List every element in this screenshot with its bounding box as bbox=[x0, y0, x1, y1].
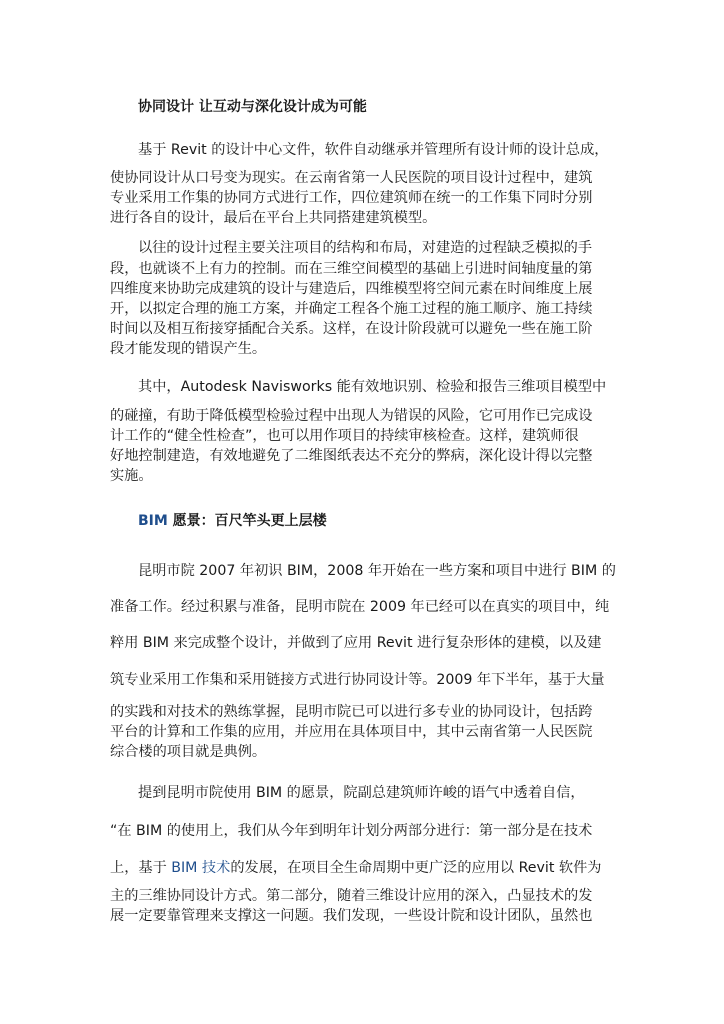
line-prefix: 上，基于 bbox=[110, 860, 172, 876]
paragraph-line: 时间以及相互衔接穿插配合关系。这样，在设计阶段就可以避免一些在施工阶 bbox=[110, 321, 593, 337]
paragraph-line: 展一定要靠管理来支撑这一问题。我们发现，一些设计院和设计团队，虽然也 bbox=[110, 908, 593, 924]
paragraph-line: 实施。 bbox=[110, 468, 153, 484]
paragraph-line: 以往的设计过程主要关注项目的结构和布局，对建造的过程缺乏模拟的手 bbox=[138, 240, 593, 256]
paragraph-line: 进行各自的设计，最后在平台上共同搭建建筑模型。 bbox=[110, 210, 437, 226]
paragraph-line: 综合楼的项目就是典例。 bbox=[110, 744, 267, 760]
paragraph-line: 段才能发现的错误产生。 bbox=[110, 341, 267, 357]
paragraph-line: 筑专业采用工作集和采用链接方式进行协同设计等。2009 年下半年，基于大量 bbox=[110, 672, 605, 688]
paragraph-line: 四维度来协助完成建筑的设计与建造后，四维模型将空间元素在时间维度上展 bbox=[110, 281, 593, 297]
paragraph-line: 粹用 BIM 来完成整个设计，并做到了应用 Revit 进行复杂形体的建模，以及建 bbox=[110, 635, 602, 651]
line-suffix: 的发展，在项目全生命周期中更广泛的应用以 Revit 软件为 bbox=[230, 860, 602, 876]
paragraph-line: 基于 Revit 的设计中心文件，软件自动继承并管理所有设计师的设计总成， bbox=[138, 142, 609, 158]
paragraph-line: 其中，Autodesk Navisworks 能有效地识别、检验和报告三维项目模型中 bbox=[138, 379, 607, 395]
heading-accent-bim: BIM bbox=[138, 513, 168, 529]
paragraph-line: 段，也就谈不上有力的控制。而在三维空间模型的基础上引进时间轴度量的第 bbox=[110, 261, 593, 277]
paragraph-line: 主的三维协同设计方式。第二部分，随着三维设计应用的深入，凸显技术的发 bbox=[110, 888, 593, 904]
paragraph-line: 好地控制建造，有效地避免了二维图纸表达不充分的弊病，深化设计得以完整 bbox=[110, 448, 593, 464]
paragraph-line: 提到昆明市院使用 BIM 的愿景，院副总建筑师许峻的语气中透着自信， bbox=[138, 785, 585, 801]
paragraph-line: 开，以拟定合理的施工方案，并确定工程各个施工过程的施工顺序、施工持续 bbox=[110, 301, 593, 317]
paragraph-line: 的实践和对技术的熟练掌握，昆明市院已可以进行多专业的协同设计，包括跨 bbox=[110, 704, 593, 720]
paragraph-line: “在 BIM 的使用上，我们从今年到明年计划分两部分进行：第一部分是在技术 bbox=[110, 823, 593, 839]
paragraph-line: 平台的计算和工作集的应用，并应用在具体项目中，其中云南省第一人民医院 bbox=[110, 724, 593, 740]
paragraph-line: 的碰撞，有助于降低模型检验过程中出现人为错误的风险，它可用作已完成设 bbox=[110, 408, 593, 424]
paragraph-line bbox=[110, 858, 602, 878]
paragraph-line: 昆明市院 2007 年初识 BIM，2008 年开始在一些方案和项目中进行 BIM 的 bbox=[138, 563, 616, 579]
heading-rest: 愿景：百尺竿头更上层楼 bbox=[167, 513, 327, 529]
paragraph-line: 准备工作。经过积累与准备，昆明市院在 2009 年已经可以在真实的项目中，纯 bbox=[110, 599, 610, 615]
bim-technology-link[interactable]: BIM 技术 bbox=[171, 860, 231, 876]
paragraph-line: 计工作的“健全性检查”，也可以用作项目的持续审核检查。这样，建筑师很 bbox=[110, 428, 579, 444]
paragraph-line: 使协同设计从口号变为现实。在云南省第一人民医院的项目设计过程中，建筑 bbox=[110, 170, 593, 186]
section-heading-collaborative-design: 协同设计 让互动与深化设计成为可能 bbox=[138, 99, 367, 115]
section-heading-bim-vision bbox=[138, 510, 327, 530]
paragraph-line: 专业采用工作集的协同方式进行工作，四位建筑师在统一的工作集下同时分别 bbox=[110, 190, 593, 206]
